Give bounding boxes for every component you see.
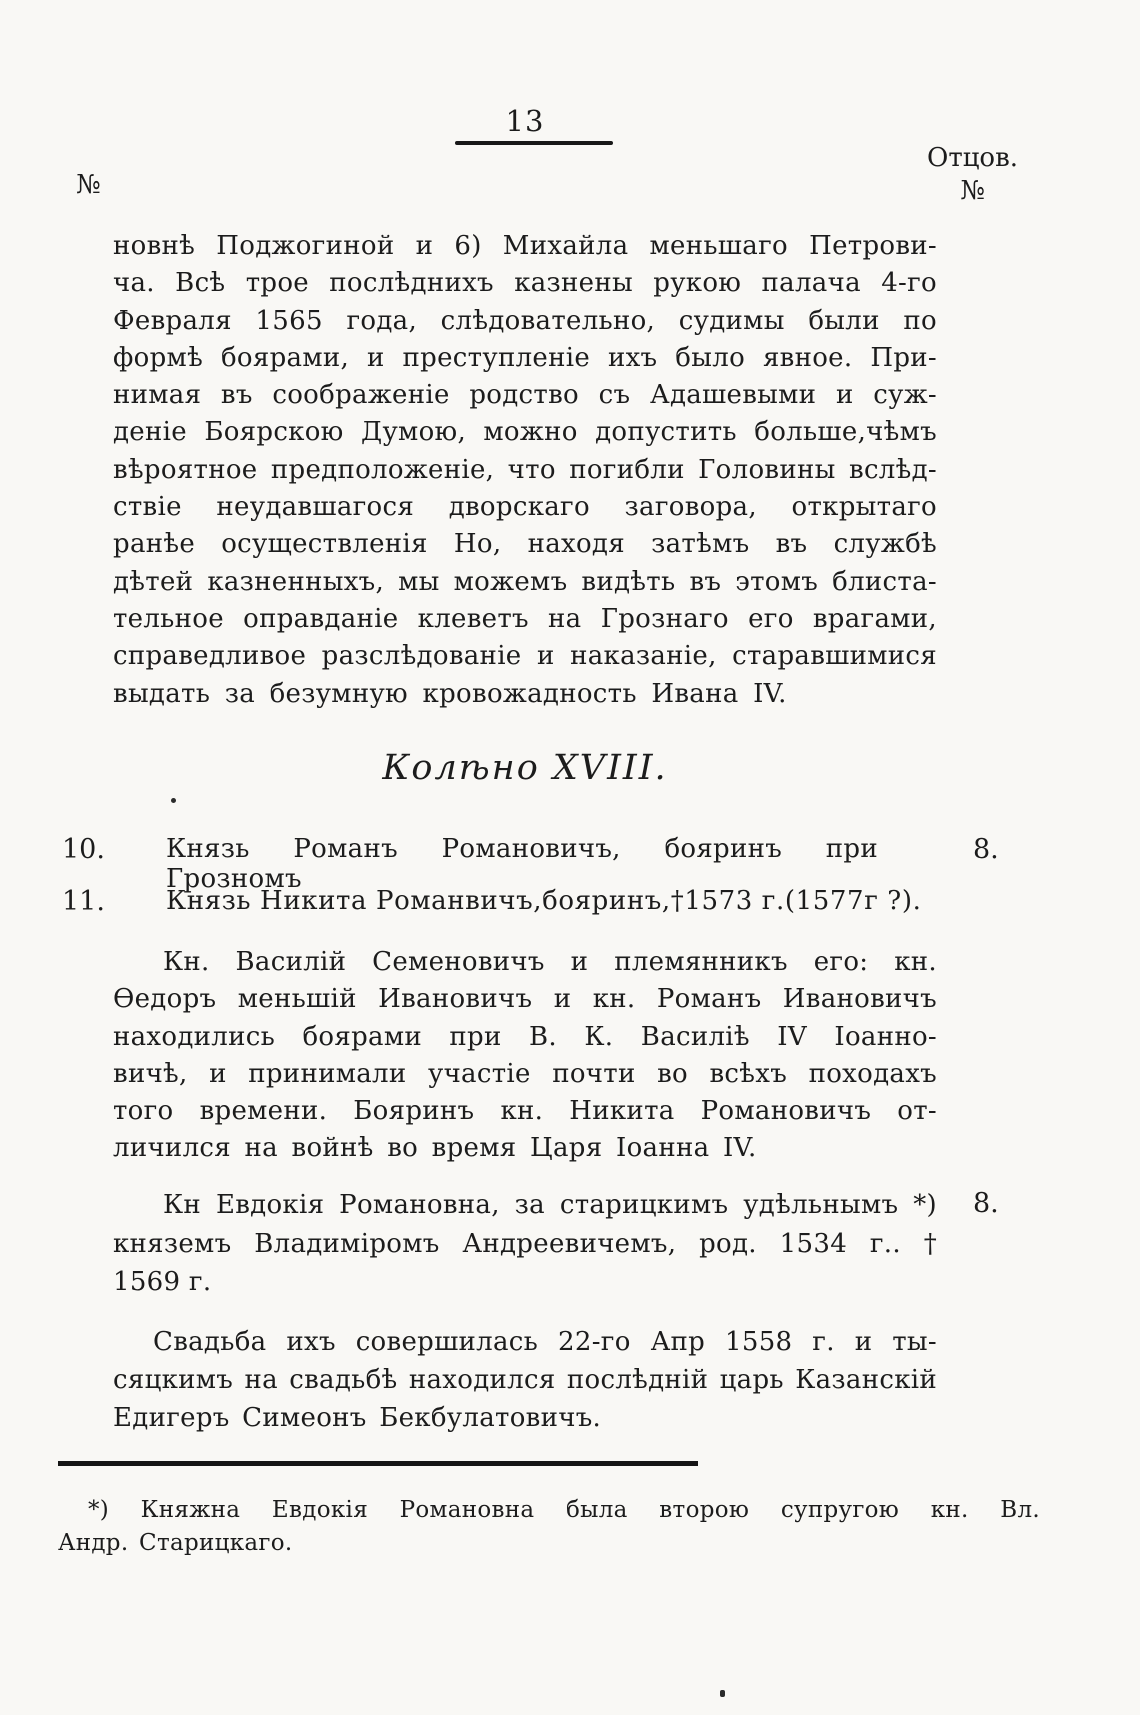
paragraph-line: Свадьба ихъ совершилась 22-го Апр 1558 г. и ты-: [153, 1327, 937, 1357]
footnote-line: *) Княжна Евдокія Романовна была второю супругою кн. Вл.: [88, 1497, 1040, 1523]
footnote-rule: [58, 1461, 698, 1466]
page-number: 13: [505, 104, 545, 138]
page-number-underline: [455, 141, 613, 145]
paragraph-line: Едигеръ Симеонъ Бекбулатовичъ.: [113, 1403, 602, 1433]
paragraph-line: Кн. Василій Семеновичъ и племянникъ его: кн.: [163, 947, 937, 977]
paragraph-line: 1569 г.: [113, 1267, 212, 1297]
intro-line: ранѣе осуществленія Но, находя затѣмъ въ службѣ: [113, 529, 937, 560]
intro-line: тельное оправданіе клеветъ на Грознаго его врагами,: [113, 603, 937, 634]
intro-line: выдать за безумную кровожадность Ивана IV.: [113, 678, 787, 709]
intro-paragraph: [113, 228, 937, 713]
intro-line: вѣроятное предположеніе, что погибли Головины вслѣд-: [113, 454, 937, 485]
section-heading: Колѣно XVIII.: [382, 748, 668, 788]
entry-number: 10.: [62, 834, 105, 865]
intro-line: дѣтей казненныхъ, мы можемъ видѣть въ этомъ блиста-: [113, 566, 937, 597]
intro-line: формѣ боярами, и преступленіе ихъ было явное. При-: [113, 342, 937, 373]
paragraph-line: того времени. Бояринъ кн. Никита Романовичъ от-: [113, 1096, 937, 1127]
evdokia-paragraph: [113, 1186, 937, 1302]
intro-line: нимая въ соображеніе родство съ Адашевыми и суж-: [113, 380, 937, 411]
paragraph-line: находились боярами при В. К. Василіѣ IV Іоанно-: [113, 1021, 937, 1052]
paragraph-line: личился на войнѣ во время Царя Іоанна IV.: [113, 1133, 757, 1164]
father-number: 8.: [973, 1188, 999, 1219]
paragraph-line: сяцкимъ на свадьбѣ находился послѣдній царь Казанскій: [113, 1365, 937, 1395]
ink-speck: [720, 1690, 725, 1697]
paragraph-line: княземъ Владиміромъ Андреевичемъ, род. 1534 г.. †: [113, 1228, 937, 1259]
fathers-column-title: Отцов.: [927, 143, 1018, 173]
fathers-column-header: [905, 142, 1040, 208]
intro-line: деніе Боярскою Думою, можно допустить больше,чѣмъ: [113, 417, 937, 448]
paragraph-line: вичѣ, и принимали участіе почти во всѣхъ походахъ: [113, 1058, 937, 1089]
father-number: 8.: [973, 834, 999, 865]
entry-text: Князь Романъ Романовичъ, бояринъ при Грозномъ: [166, 834, 878, 894]
entry-number: 11.: [62, 886, 105, 917]
wedding-paragraph: [113, 1323, 937, 1437]
intro-line: ствіе неудавшагося дворскаго заговора, открытаго: [113, 492, 937, 523]
left-column-no-label: №: [76, 170, 101, 200]
ink-speck: [171, 798, 176, 803]
intro-line: ча. Всѣ трое послѣднихъ казнены рукою палача 4-го: [113, 268, 937, 299]
intro-line: новнѣ Поджогиной и 6) Михайла меньшаго Петрови-: [113, 231, 937, 261]
paragraph-line: Ѳедоръ меньшій Ивановичъ и кн. Романъ Ивановичъ: [113, 984, 937, 1015]
intro-line: справедливое разслѣдованіе и наказаніе, старавшимися: [113, 641, 937, 672]
entry-text: Князь Никита Романвичъ,бояринъ,†1573 г.(1577г ?).: [166, 886, 922, 916]
fathers-column-no-label: №: [960, 176, 985, 206]
footnote-line: Андр. Старицкаго.: [58, 1530, 293, 1556]
footnote: [58, 1494, 1040, 1560]
paragraph-line: Кн Евдокія Романовна, за старицкимъ удѣльнымъ *): [163, 1190, 937, 1220]
vasily-paragraph: [113, 944, 937, 1168]
intro-line: Февраля 1565 года, слѣдовательно, судимы были по: [113, 305, 937, 336]
